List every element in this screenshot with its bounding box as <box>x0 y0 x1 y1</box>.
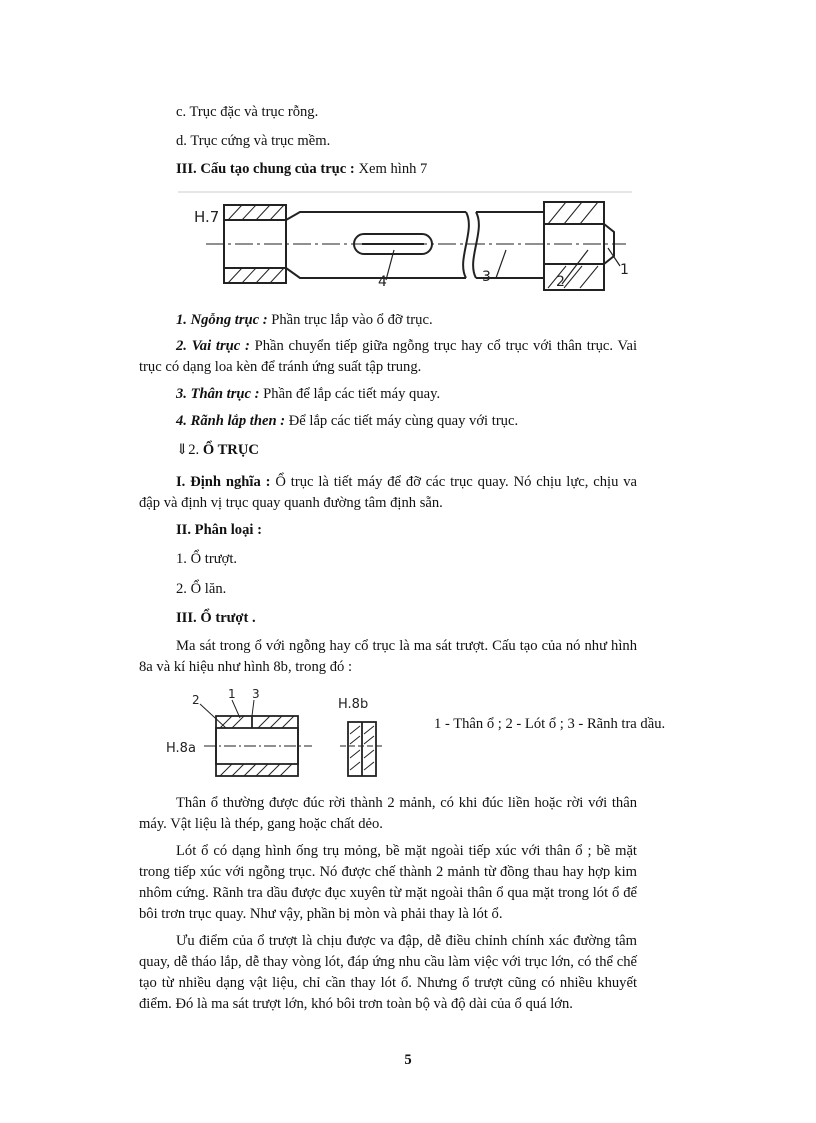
fig8-callout-2: 2 <box>192 693 200 707</box>
fig8a-label: H.8a <box>166 741 196 756</box>
part-4-term: 4. Rãnh lắp then : <box>176 413 286 429</box>
bearing-body-paragraph: Thân ổ thường được đúc rời thành 2 mảnh, có khi đúc liền hoặc rời với thân máy. Vật liệu là thép, gang hoặc chất dẻo. <box>139 795 637 832</box>
fig8-callout-1: 1 <box>228 687 236 701</box>
heading-ref: Xem hình 7 <box>354 161 428 177</box>
figure-7-shaft <box>176 190 636 300</box>
fig7-callout-3: 3 <box>482 269 491 285</box>
figure-8-caption: 1 - Thân ổ ; 2 - Lót ổ ; 3 - Rãnh tra dầu. <box>434 716 666 732</box>
part-4 <box>176 411 518 432</box>
fig7-label: H.7 <box>194 208 220 226</box>
part-1-desc: Phần trục lắp vào ổ đỡ trục. <box>267 312 433 328</box>
definition-text: Ổ trục là tiết máy để đỡ các trục quay. Nó chịu lực, chịu va đập và định vị trục quay quanh đường tâm định sẵn. <box>139 474 638 511</box>
part-3-desc: Phần để lắp các tiết máy quay. <box>259 386 441 402</box>
fig7-callout-1: 1 <box>620 262 629 278</box>
part-2-desc: Phần chuyển tiếp giữa ngỗng trục hay cổ trục với thân trục. Vai trục có dạng loa kèn để tránh ứng suất tập trung. <box>139 338 638 375</box>
section-arrow: ⇓2. <box>176 442 203 458</box>
list-item-d: d. Trục cứng và trục mềm. <box>176 133 331 149</box>
fig7-callout-4: 4 <box>378 274 387 290</box>
classification-heading <box>176 520 262 541</box>
page-number: 5 <box>404 1052 412 1068</box>
sliding-bearing-heading <box>176 608 256 629</box>
class-item-2: 2. Ổ lăn. <box>176 581 227 597</box>
fig8-callout-3: 3 <box>252 687 260 701</box>
definition-term: I. Định nghĩa : <box>176 474 271 490</box>
part-1-term: 1. Ngỗng trục : <box>176 312 268 328</box>
figure-8-sliding-bearing <box>160 684 400 784</box>
sliding-heading-text: III. Ổ trượt . <box>176 610 256 626</box>
definition-paragraph <box>139 472 637 514</box>
section-2-heading <box>176 440 259 461</box>
section-2-title: Ổ TRỤC <box>202 442 259 458</box>
advantages-paragraph: Ưu điểm của ổ trượt là chịu được va đập, dễ điều chỉnh chính xác đường tâm quay, dễ tháo lắp, dễ thay vòng lót, đáp ứng nhu cầu làm việc với trục lớn, có thể chế tạo từ nhiều dạng vật liệu, chỉ cần thay lót ổ. Nhưng ổ trượt cũng có nhiều khuyết điểm. Đó là ma sát trượt lớn, khó bôi trơn toàn bộ và độ dài của ổ quá lớn. <box>139 933 637 1012</box>
sliding-intro-paragraph: Ma sát trong ổ với ngỗng hay cổ trục là ma sát trượt. Cấu tạo của nó như hình 8a và kí hiệu như hình 8b, trong đó : <box>139 638 637 675</box>
heading-text: III. Cấu tạo chung của trục : <box>176 161 355 177</box>
part-2 <box>139 336 637 378</box>
part-4-desc: Để lắp các tiết máy cùng quay với trục. <box>285 413 519 429</box>
list-item-c: c. Trục đặc và trục rỗng. <box>176 104 319 120</box>
part-2-term: 2. Vai trục : <box>176 338 250 354</box>
part-3-term: 3. Thân trục : <box>176 386 260 402</box>
section-heading-shaft-structure <box>176 159 427 180</box>
bearing-liner-paragraph: Lót ổ có dạng hình ống trụ mỏng, bề mặt ngoài tiếp xúc với thân ổ ; bề mặt trong tiếp xúc với ngỗng trục. Nó được chế thành 2 mảnh từ đồng thau hay hợp kim nhôm cứng. Rãnh tra dầu được đục xuyên từ mặt ngoài thân ổ qua mặt trong lót ổ để bôi trơn trục quay. Như vậy, phần bị mòn và phải thay là lót ổ. <box>139 843 637 922</box>
fig8b-label: H.8b <box>338 697 369 712</box>
part-1 <box>176 310 433 331</box>
part-3 <box>176 384 440 405</box>
fig7-callout-2: 2 <box>556 274 565 290</box>
class-item-1: 1. Ổ trượt. <box>176 551 238 567</box>
classification-text: II. Phân loại : <box>176 522 262 538</box>
